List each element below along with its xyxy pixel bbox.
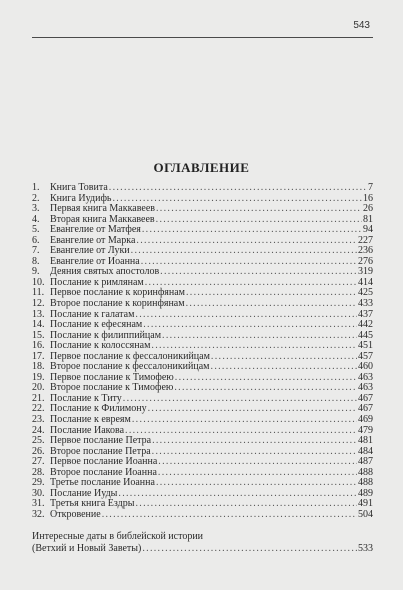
toc-entry-page: 467 bbox=[358, 392, 373, 404]
toc-entry-title: Послание к колоссянам bbox=[50, 340, 151, 352]
toc-entry-title: Послание к Филимону bbox=[50, 403, 147, 415]
toc-entry-number: 16. bbox=[32, 340, 45, 352]
toc-entry-title: Третье послание Иоанна bbox=[50, 477, 155, 489]
toc-entry-page: 481 bbox=[358, 435, 373, 447]
header-rule bbox=[32, 37, 373, 38]
dot-leader bbox=[156, 215, 362, 226]
toc-entry-number: 13. bbox=[32, 308, 45, 320]
dot-leader bbox=[125, 426, 357, 437]
dot-leader bbox=[160, 267, 357, 278]
toc-entry-number: 3. bbox=[32, 203, 40, 215]
toc-entry-title: Послание к ефесянам bbox=[50, 319, 143, 331]
toc-entry-title: Первое послание к коринфянам bbox=[50, 287, 185, 299]
toc-entry-title: Послание к филиппийцам bbox=[50, 329, 162, 341]
toc-entry-page: 479 bbox=[358, 424, 373, 436]
toc-entry-page: 467 bbox=[358, 403, 373, 415]
toc-entry-page: 504 bbox=[358, 508, 373, 520]
toc-entry-number: 1. bbox=[32, 182, 40, 193]
toc-entry-page: 488 bbox=[358, 466, 373, 478]
toc-entry-page: 425 bbox=[358, 287, 373, 299]
dot-leader bbox=[131, 246, 357, 257]
dot-leader bbox=[123, 394, 357, 405]
toc-entry-number: 9. bbox=[32, 266, 40, 278]
toc-entry-page: 460 bbox=[358, 361, 373, 373]
dot-leader bbox=[152, 436, 357, 447]
toc-entry-page: 276 bbox=[358, 255, 373, 267]
dot-leader bbox=[142, 225, 362, 236]
dot-leader bbox=[174, 383, 357, 394]
dot-leader bbox=[118, 489, 357, 500]
dot-leader bbox=[136, 236, 357, 247]
toc-entry-title: Первое послание Иоанна bbox=[50, 456, 158, 468]
toc-entry-number: 2. bbox=[32, 192, 40, 204]
toc-entry-title: Второе послание Петра bbox=[50, 445, 151, 457]
toc-entry-page: 463 bbox=[358, 382, 373, 394]
toc-entry-title: Первое послание Петра bbox=[50, 435, 152, 447]
dot-leader bbox=[158, 457, 357, 468]
dot-leader bbox=[135, 310, 357, 321]
toc-entry-page: 487 bbox=[358, 456, 373, 468]
toc-entry-number: 18. bbox=[32, 361, 45, 373]
toc-entry-page: 489 bbox=[358, 487, 373, 499]
dot-leader bbox=[186, 288, 357, 299]
toc-entry bbox=[32, 299, 373, 310]
toc-entry-number: 8. bbox=[32, 255, 40, 267]
toc-entry-page: 7 bbox=[368, 182, 373, 193]
dot-leader bbox=[156, 204, 362, 215]
toc-entry-title: Книга Иудифь bbox=[50, 192, 112, 204]
toc-appendix-entry bbox=[32, 531, 373, 555]
toc-entry-number: 4. bbox=[32, 213, 40, 225]
toc-entry-page: 319 bbox=[358, 266, 373, 278]
toc-entry-title: Евангелие от Луки bbox=[50, 245, 130, 257]
dot-leader bbox=[143, 320, 357, 331]
toc-entry-page: 445 bbox=[358, 329, 373, 341]
toc-entry-title: Третья книга Ездры bbox=[50, 498, 135, 510]
toc-entry-number: 23. bbox=[32, 414, 45, 426]
toc-entry-title: Первое послание к Тимофею bbox=[50, 371, 174, 383]
dot-leader bbox=[102, 510, 357, 521]
appendix-title-line1: Интересные даты в библейской истории bbox=[32, 531, 204, 542]
appendix-page: 533 bbox=[358, 543, 373, 554]
toc-entry-number: 29. bbox=[32, 477, 45, 489]
dot-leader bbox=[132, 415, 357, 426]
dot-leader bbox=[211, 362, 357, 373]
toc-entry-number: 7. bbox=[32, 245, 40, 257]
appendix-title-line2-text: (Ветхий и Новый Заветы) bbox=[32, 543, 142, 554]
toc-entry-title: Евангелие от Иоанна bbox=[50, 255, 140, 267]
dot-leader bbox=[186, 299, 357, 310]
table-of-contents bbox=[32, 183, 373, 521]
dot-leader bbox=[135, 499, 357, 510]
toc-entry-title: Второе послание к коринфянам bbox=[50, 298, 185, 310]
toc-entry-title: Откровение bbox=[50, 508, 101, 520]
toc-entry-page: 488 bbox=[358, 477, 373, 489]
toc-entry-title: Послание Иакова bbox=[50, 424, 125, 436]
toc-entry-page: 414 bbox=[358, 276, 373, 288]
dot-leader bbox=[211, 352, 357, 363]
toc-entry-title: Первая книга Маккавеев bbox=[50, 203, 155, 215]
dot-leader bbox=[141, 257, 357, 268]
toc-entry-title: Евангелие от Матфея bbox=[50, 224, 141, 236]
toc-entry-title: Книга Товита bbox=[50, 182, 108, 193]
toc-entry-number: 10. bbox=[32, 276, 45, 288]
toc-entry-page: 227 bbox=[358, 234, 373, 246]
toc-entry-number: 20. bbox=[32, 382, 45, 394]
toc-entry-page: 16 bbox=[363, 192, 373, 204]
toc-entry-page: 26 bbox=[363, 203, 373, 215]
toc-entry-number: 14. bbox=[32, 319, 45, 331]
dot-leader bbox=[158, 468, 357, 479]
toc-entry-page: 437 bbox=[358, 308, 373, 320]
dot-leader bbox=[142, 543, 357, 555]
dot-leader bbox=[109, 183, 367, 194]
toc-entry-number: 24. bbox=[32, 424, 45, 436]
toc-entry-number: 28. bbox=[32, 466, 45, 478]
dot-leader bbox=[162, 331, 357, 342]
toc-entry-page: 442 bbox=[358, 319, 373, 331]
toc-entry-title: Второе послание к фессалоникийцам bbox=[50, 361, 210, 373]
toc-entry-number: 27. bbox=[32, 456, 45, 468]
toc-entry-title: Второе послание Иоанна bbox=[50, 466, 157, 478]
toc-entry-title: Вторая книга Маккавеев bbox=[50, 213, 155, 225]
dot-leader bbox=[175, 373, 357, 384]
toc-entry-number: 6. bbox=[32, 234, 40, 246]
toc-entry-number: 22. bbox=[32, 403, 45, 415]
toc-entry-page: 451 bbox=[358, 340, 373, 352]
toc-entry-title: Второе послание к Тимофею bbox=[50, 382, 174, 394]
toc-entry-number: 15. bbox=[32, 329, 45, 341]
toc-entry-title: Послание к евреям bbox=[50, 414, 131, 426]
toc-entry bbox=[32, 415, 373, 426]
toc-entry-title: Первое послание к фессалоникийцам bbox=[50, 350, 210, 362]
toc-entry-page: 81 bbox=[363, 213, 373, 225]
toc-entry-page: 463 bbox=[358, 371, 373, 383]
toc-entry-number: 26. bbox=[32, 445, 45, 457]
toc-entry-title: Послание к Титу bbox=[50, 392, 122, 404]
dot-leader bbox=[152, 447, 357, 458]
toc-entry-number: 31. bbox=[32, 498, 45, 510]
toc-entry-number: 21. bbox=[32, 392, 45, 404]
toc-entry-page: 433 bbox=[358, 298, 373, 310]
dot-leader bbox=[148, 404, 357, 415]
toc-entry-page: 457 bbox=[358, 350, 373, 362]
toc-entry bbox=[32, 183, 373, 194]
dot-leader bbox=[156, 478, 357, 489]
toc-entry-page: 94 bbox=[363, 224, 373, 236]
toc-entry-title: Деяния святых апостолов bbox=[50, 266, 160, 278]
toc-entry-page: 484 bbox=[358, 445, 373, 457]
toc-entry-number: 25. bbox=[32, 435, 45, 447]
page-number: 543 bbox=[353, 20, 370, 31]
toc-entry-page: 236 bbox=[358, 245, 373, 257]
toc-entry-number: 5. bbox=[32, 224, 40, 236]
toc-entry-number: 17. bbox=[32, 350, 45, 362]
toc-entry-title: Послание к римлянам bbox=[50, 276, 144, 288]
appendix-title-line2 bbox=[32, 543, 373, 555]
toc-entry-number: 12. bbox=[32, 298, 45, 310]
toc-entry-title: Евангелие от Марка bbox=[50, 234, 136, 246]
toc-entry-page: 469 bbox=[358, 414, 373, 426]
toc-entry-number: 30. bbox=[32, 487, 45, 499]
toc-entry bbox=[32, 510, 373, 521]
toc-entry-number: 19. bbox=[32, 371, 45, 383]
toc-entry-page: 491 bbox=[358, 498, 373, 510]
toc-entry-title: Послание Иуды bbox=[50, 487, 118, 499]
toc-entry-number: 32. bbox=[32, 508, 45, 520]
toc-entry-title: Послание к галатам bbox=[50, 308, 135, 320]
toc-entry-number: 11. bbox=[32, 287, 45, 299]
toc-title: ОГЛАВЛЕНИЕ bbox=[153, 160, 250, 175]
